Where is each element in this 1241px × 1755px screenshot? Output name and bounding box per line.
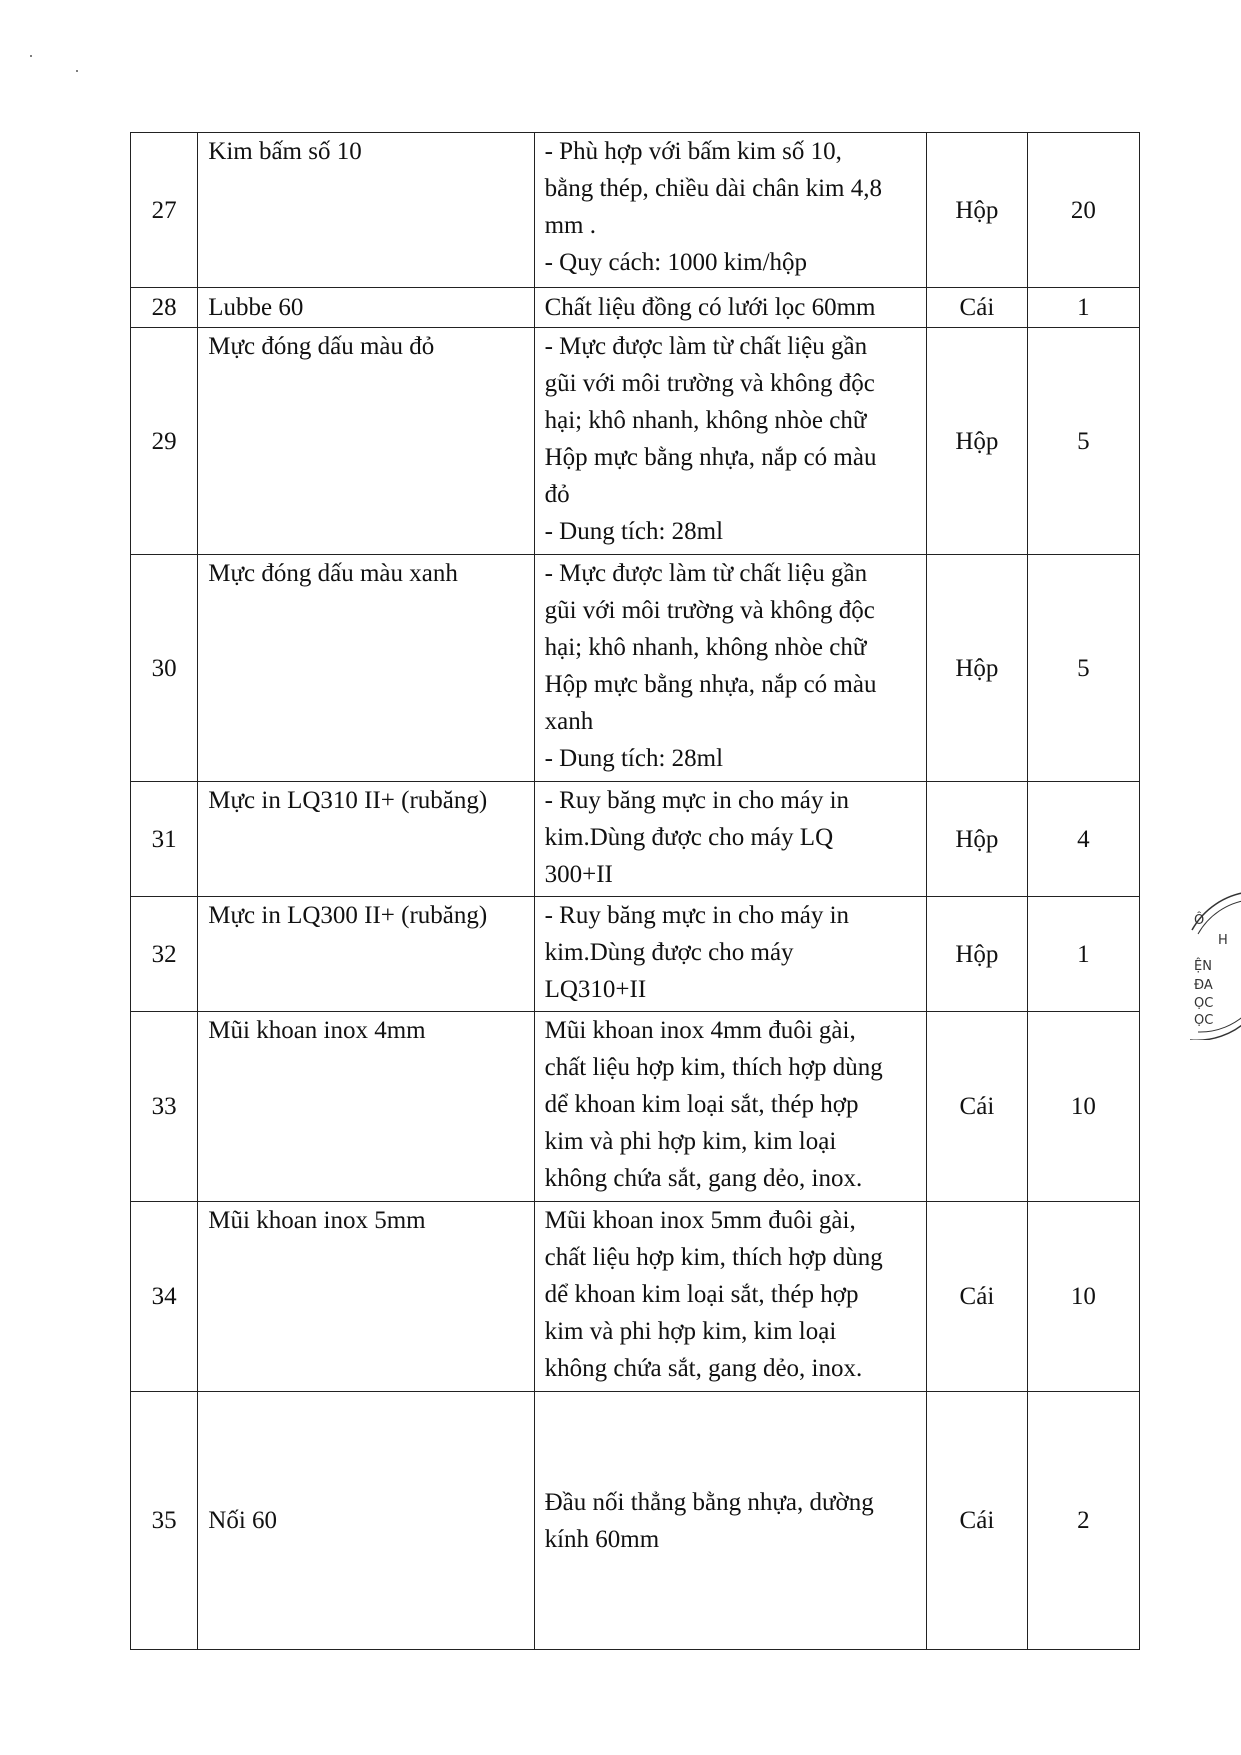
item-description: - Ruy băng mực in cho máy in kim.Dùng được cho máy LQ 300+II	[534, 782, 926, 897]
seal-inner-arc	[1198, 900, 1241, 934]
item-unit: Cái	[926, 288, 1027, 328]
item-description: Chất liệu đồng có lưới lọc 60mm	[534, 288, 926, 328]
item-unit: Hộp	[926, 133, 1027, 288]
table-row	[131, 897, 1140, 1012]
item-quantity: 2	[1027, 1392, 1139, 1650]
item-unit: Hộp	[926, 897, 1027, 1012]
seal-letter: H	[1218, 933, 1228, 948]
seal-letter: ỆN	[1194, 959, 1212, 974]
scan-speck	[30, 55, 32, 57]
row-number: 31	[131, 782, 198, 897]
row-number: 27	[131, 133, 198, 288]
table-row	[131, 782, 1140, 897]
row-number: 29	[131, 328, 198, 555]
item-unit: Cái	[926, 1392, 1027, 1650]
scan-speck	[76, 70, 78, 72]
item-quantity: 10	[1027, 1202, 1139, 1392]
item-quantity: 1	[1027, 897, 1139, 1012]
row-number: 35	[131, 1392, 198, 1650]
seal-letter: ỌC	[1194, 996, 1214, 1011]
table-row	[131, 1392, 1140, 1650]
item-name: Mũi khoan inox 4mm	[198, 1012, 534, 1202]
seal-letter: ĐA	[1194, 978, 1213, 993]
row-number: 30	[131, 555, 198, 782]
item-name: Mực in LQ310 II+ (rubăng)	[198, 782, 534, 897]
item-description: Mũi khoan inox 5mm đuôi gài, chất liệu hợp kim, thích hợp dùng dể khoan kim loại sắt, thép hợp kim và phi hợp kim, kim loại không chứa sắt, gang dẻo, inox.	[534, 1202, 926, 1392]
item-name: Mực in LQ300 II+ (rubăng)	[198, 897, 534, 1012]
item-description: - Phù hợp với bấm kim số 10, bằng thép, chiều dài chân kim 4,8 mm . - Quy cách: 1000 kim/hộp	[534, 133, 926, 288]
seal-letter: ỌC	[1194, 1013, 1214, 1028]
item-name: Nối 60	[198, 1392, 534, 1650]
table-row	[131, 328, 1140, 555]
supply-table	[130, 132, 1140, 1650]
row-number: 33	[131, 1012, 198, 1202]
row-number: 28	[131, 288, 198, 328]
item-name: Mực đóng dấu màu xanh	[198, 555, 534, 782]
item-unit: Cái	[926, 1202, 1027, 1392]
table-row	[131, 288, 1140, 328]
item-description: - Ruy băng mực in cho máy in kim.Dùng được cho máy LQ310+II	[534, 897, 926, 1012]
row-number: 32	[131, 897, 198, 1012]
table-row	[131, 1012, 1140, 1202]
item-name: Lubbe 60	[198, 288, 534, 328]
table-row	[131, 133, 1140, 288]
item-quantity: 1	[1027, 288, 1139, 328]
item-name: Mũi khoan inox 5mm	[198, 1202, 534, 1392]
item-description: Đầu nối thẳng bằng nhựa, dường kính 60mm	[534, 1392, 926, 1650]
table-row	[131, 1202, 1140, 1392]
table-row	[131, 555, 1140, 782]
item-unit: Hộp	[926, 555, 1027, 782]
item-quantity: 5	[1027, 328, 1139, 555]
item-unit: Hộp	[926, 782, 1027, 897]
seal-letter: Ô	[1194, 913, 1205, 928]
stamp-seal-fragment	[1188, 890, 1241, 1040]
item-quantity: 4	[1027, 782, 1139, 897]
item-description: Mũi khoan inox 4mm đuôi gài, chất liệu hợp kim, thích hợp dùng dể khoan kim loại sắt, thép hợp kim và phi hợp kim, kim loại không chứa sắt, gang dẻo, inox.	[534, 1012, 926, 1202]
item-quantity: 5	[1027, 555, 1139, 782]
item-quantity: 20	[1027, 133, 1139, 288]
item-description: - Mực được làm từ chất liệu gần gũi với môi trường và không độc hại; khô nhanh, không nhòe chữ Hộp mực bằng nhựa, nắp có màu xanh - Dung tích: 28ml	[534, 555, 926, 782]
item-name: Mực đóng dấu màu đỏ	[198, 328, 534, 555]
item-description: - Mực được làm từ chất liệu gần gũi với môi trường và không độc hại; khô nhanh, không nhòe chữ Hộp mực bằng nhựa, nắp có màu đỏ - Dung tích: 28ml	[534, 328, 926, 555]
item-unit: Hộp	[926, 328, 1027, 555]
row-number: 34	[131, 1202, 198, 1392]
item-name: Kim bấm số 10	[198, 133, 534, 288]
item-quantity: 10	[1027, 1012, 1139, 1202]
item-unit: Cái	[926, 1012, 1027, 1202]
